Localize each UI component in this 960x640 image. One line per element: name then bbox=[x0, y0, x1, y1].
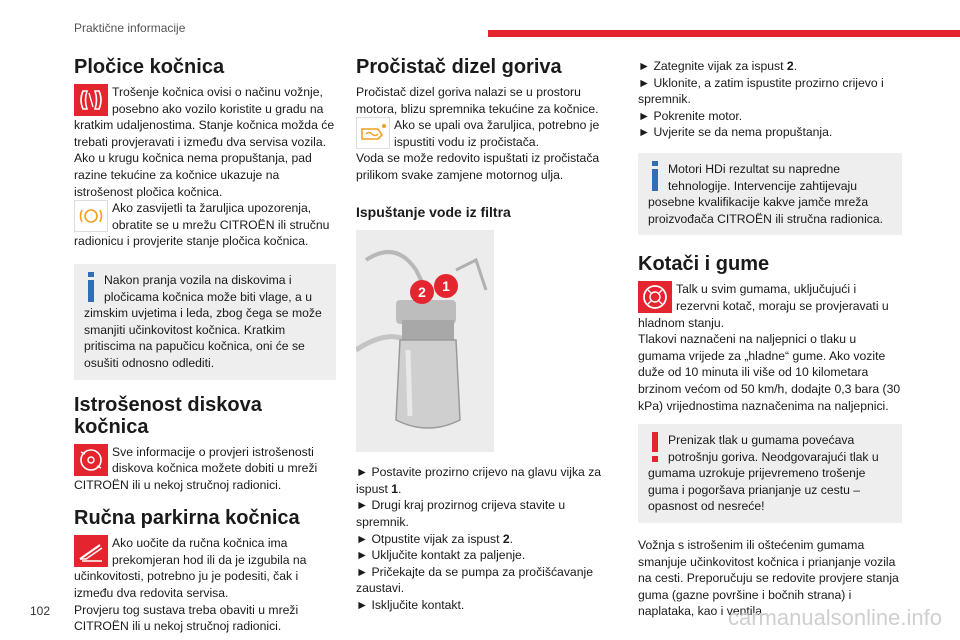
step-9: ► Pokrenite motor. bbox=[638, 108, 743, 123]
water-in-fuel-lamp-icon bbox=[356, 117, 390, 149]
warning-box-tyre-pressure bbox=[638, 424, 902, 523]
step-7: ► Zategnite vijak za ispust 2. bbox=[638, 59, 798, 73]
column-1 bbox=[74, 56, 336, 635]
parking-brake-text-2: Provjeru tog sustava treba obaviti u mreži CITROËN ili u nekoj stručnoj radionici. bbox=[74, 602, 299, 634]
callout-2: 2 bbox=[418, 284, 426, 301]
page-number: 102 bbox=[30, 604, 51, 618]
info-text-hdi: Motori HDi rezultat su napredne tehnologije. Intervencije zahtijevaju posebne kvalifikacije kakve jamče mreža proizvođača CITROËN ili stručna radionica. bbox=[648, 161, 884, 226]
fuel-filter-photo bbox=[356, 230, 494, 452]
step-5: ► Pričekajte da se pumpa za pročišćavanje zaustavi. bbox=[356, 564, 593, 596]
running-header: Praktične informacije bbox=[74, 21, 186, 35]
heading-water-drain: Ispuštanje vode iz filtra bbox=[356, 203, 511, 220]
column-3 bbox=[638, 58, 902, 620]
step-8: ► Uklonite, a zatim ispustite prozirno crijevo i spremnik. bbox=[638, 75, 884, 107]
heading-wheels-tyres: Kotači i gume bbox=[638, 253, 770, 276]
info-text-brake-moisture: Nakon pranja vozila na diskovima i pločicama kočnica može biti vlage, a u zimskim uvjetima i leda, zbog čega se može smanjiti učinkovitost kočnica. Kratkim pritiscima na papučicu kočnica, oni će se osušiti odnosno odlediti. bbox=[84, 272, 322, 370]
diesel-filter-text-2: Ako se upali ova žaruljica, potrebno je ispustiti vodu iz pročistača. bbox=[394, 118, 600, 149]
warning-text-tyre-pressure: Prenizak tlak u gumama povećava potrošnju goriva. Neodgovarajući tlak u gumama uzrokuje prijevremeno trošenje guma i pogoršava prianjanje uz cestu – opasnost od nesreće! bbox=[648, 433, 879, 514]
step-10: ► Uvjerite se da nema propuštanja. bbox=[638, 125, 833, 140]
brake-pads-text-2: Ako u krugu kočnica nema propuštanja, pad razine tekućine za kočnice ukazuje na istrošenost pločica kočnica. bbox=[74, 151, 312, 199]
brake-warning-lamp-icon bbox=[74, 200, 108, 232]
diesel-filter-text-3: Voda se može redovito ispuštati iz pročistača prilikom svake zamjene motornog ulja. bbox=[356, 151, 600, 182]
heading-diesel-filter: Pročistač dizel goriva bbox=[356, 56, 562, 78]
info-box-hdi bbox=[638, 153, 902, 235]
heading-parking-brake: Ručna parkirna kočnica bbox=[74, 507, 300, 530]
brake-discs-text: Sve informacije o provjeri istrošenosti diskova kočnica možete dobiti u mreži CITROËN ili u nekoj stručnoj radionici. bbox=[74, 444, 318, 492]
heading-brake-pads: Pločice kočnica bbox=[74, 56, 225, 78]
tyres-text-2: Tlakovi naznačeni na naljepnici o tlaku u gumama vrijede za „hladne“ gume. Ako vozite duže od 10 minuta ili više od 10 kilometara brzinom većom od 50 km/h, dodajte 0,3 bara (30 kPa) vrijednostima naznačenima na naljepnici. bbox=[638, 332, 901, 413]
diesel-filter-text-1: Pročistač dizel goriva nalazi se u prostoru motora, blizu spremnika tekućine za kočnice. bbox=[356, 85, 599, 116]
header-accent-bar bbox=[488, 30, 960, 37]
tyre-icon bbox=[638, 281, 672, 313]
column-2 bbox=[356, 56, 606, 614]
watermark: carmanualsonline.info bbox=[727, 605, 942, 630]
parking-brake-icon bbox=[74, 535, 108, 567]
warning-icon bbox=[648, 432, 662, 462]
tyres-text-1: Talk u svim gumama, uključujući i rezervni kotač, moraju se provjeravati u hladnom stanju. bbox=[638, 282, 889, 330]
step-1: ► Postavite prozirno crijevo na glavu vijka za ispust 1. bbox=[356, 465, 602, 496]
step-2: ► Drugi kraj prozirnog crijeva stavite u spremnik. bbox=[356, 498, 566, 529]
step-6: ► Isključite kontakt. bbox=[356, 597, 465, 612]
parking-brake-text-1: Ako uočite da ručna kočnica ima prekomjeran hod ili da je izgubila na učinkovitosti, potrebno ju je podesiti, čak i između dva redovita servisa. bbox=[74, 536, 307, 601]
tyres-text-3: Vožnja s istrošenim ili oštećenim gumama smanjuje učinkovitost kočnica i prianjanje vozila na cesti. Preporučuju se redovite provjere stanja guma (gazne površine i bočnih strana) i naplataka, kao i ventila. bbox=[638, 538, 899, 619]
brake-disc-icon bbox=[74, 444, 108, 476]
info-box-brake-moisture bbox=[74, 264, 336, 380]
callout-1: 1 bbox=[442, 278, 450, 295]
brake-pads-text-3: Ako zasvijetli ta žaruljica upozorenja, obratite se u mrežu CITROËN ili stručnu radionicu i provjerite stanje pločica kočnica. bbox=[74, 201, 330, 249]
heading-brake-discs: Istrošenost diskova kočnica bbox=[74, 393, 262, 438]
info-icon bbox=[648, 161, 662, 191]
step-4: ► Uključite kontakt za paljenje. bbox=[356, 548, 526, 563]
info-icon bbox=[84, 272, 98, 302]
step-3: ► Otpustite vijak za ispust 2. bbox=[356, 531, 514, 546]
brake-pads-text-1: Trošenje kočnica ovisi o načinu vožnje, posebno ako vozilo koristite u gradu na kratkim udaljenostima. Stanje kočnica možda će trebati provjeravati i između dva servisa vozila. bbox=[74, 85, 335, 149]
brake-pads-icon bbox=[74, 84, 108, 116]
